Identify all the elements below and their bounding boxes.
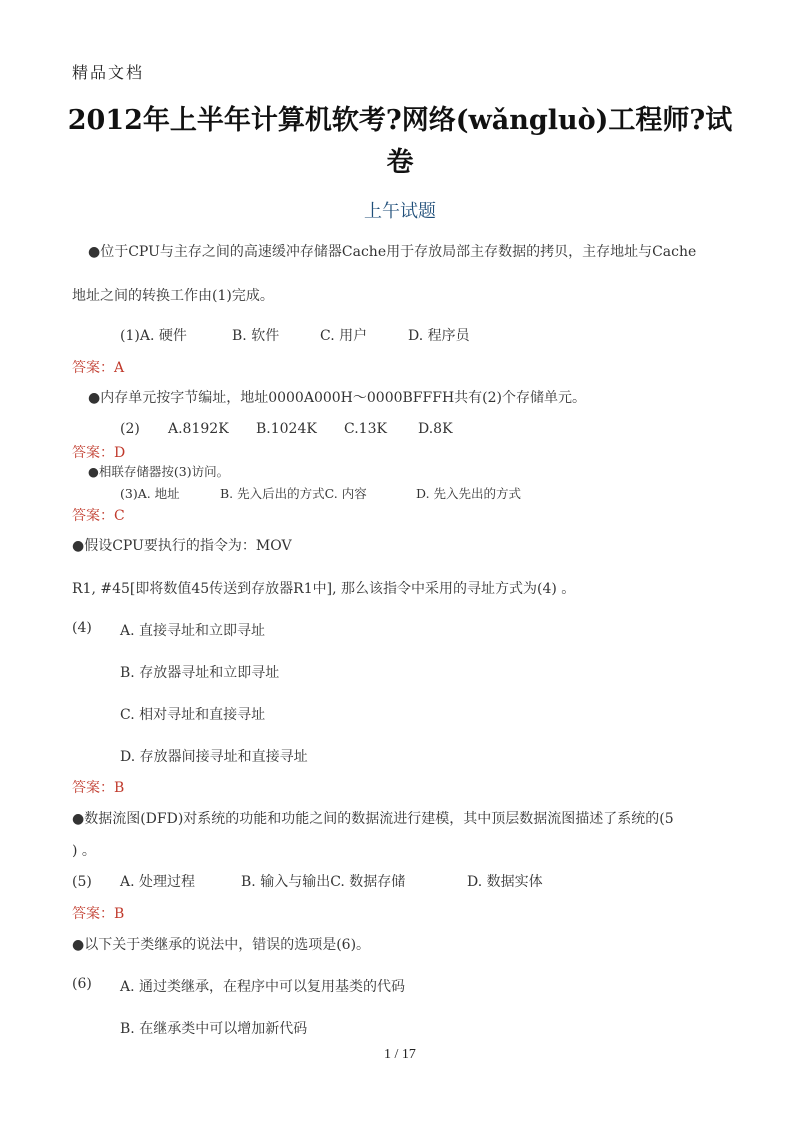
question-3-text: ●相联存储器按(3)访问。 [88,464,230,479]
question-6-option-b: B. 在继承类中可以增加新代码 [120,1021,308,1037]
option: (3)A. 地址 [120,486,180,501]
question-5-line1: ●数据流图(DFD)对系统的功能和功能之间的数据流进行建模，其中顶层数据流图描述了系统的(5 [72,811,674,827]
document-title-line1: 2012年上半年计算机软考?网络(wǎngluò)工程师?试 [67,105,733,136]
option: C.13K [344,421,387,437]
option: D.8K [418,421,453,437]
option: B. 输入与输出C. 数据存储 [241,874,406,890]
question-3-options [120,484,521,502]
option: (1)A. 硬件 [120,328,187,344]
answer-2: 答案：D [72,445,126,461]
document-header: 精品文档 [72,63,145,82]
document-title-line2: 卷 [386,147,414,178]
option: (2) [120,421,140,437]
option: C. 用户 [320,328,368,344]
question-4-option-d: D. 存放器间接寻址和直接寻址 [120,749,308,765]
option: A.8192K [168,421,229,437]
option: B. 软件 [232,328,280,344]
question-4-option-a: A. 直接寻址和立即寻址 [120,623,266,639]
question-4-label: (4) [72,620,92,636]
question-4-option-c: C. 相对寻址和直接寻址 [120,707,266,723]
question-6-label: (6) [72,976,92,992]
question-1-line1: ●位于CPU与主存之间的高速缓冲存储器Cache用于存放局部主存数据的拷贝，主存地址与Cache [88,244,697,260]
option: D. 数据实体 [467,874,543,890]
answer-5: 答案：B [72,906,125,922]
option: B.1024K [256,421,317,437]
option: B. 先入后出的方式C. 内容 [220,486,367,501]
question-6-text: ●以下关于类继承的说法中，错误的选项是(6)。 [72,937,371,953]
answer-1: 答案：A [72,360,125,376]
question-2-options [120,421,453,437]
question-4-line1: ●假设CPU要执行的指令为：MOV [72,538,292,554]
question-1-options [120,325,470,345]
answer-4: 答案：B [72,780,125,796]
question-5-line2: ) 。 [72,843,96,859]
question-4-line2: R1, #45[即将数值45传送到存放器R1中], 那么该指令中采用的寻址方式为(4) 。 [72,581,576,597]
option: (5) [72,874,92,890]
question-1-line2: 地址之间的转换工作由(1)完成。 [72,288,274,304]
option: D. 程序员 [408,328,470,344]
question-4-option-b: B. 存放器寻址和立即寻址 [120,665,280,681]
option: A. 处理过程 [120,874,196,890]
page-number: 1 / 17 [384,1047,416,1062]
question-2-text: ●内存单元按字节编址，地址0000A000H～0000BFFFH共有(2)个存储单元。 [88,390,586,406]
answer-3: 答案：C [72,508,125,524]
option: D. 先入先出的方式 [416,486,522,501]
question-6-option-a: A. 通过类继承，在程序中可以复用基类的代码 [120,979,406,995]
question-5-options [72,871,543,891]
section-subtitle: 上午试题 [364,201,436,222]
